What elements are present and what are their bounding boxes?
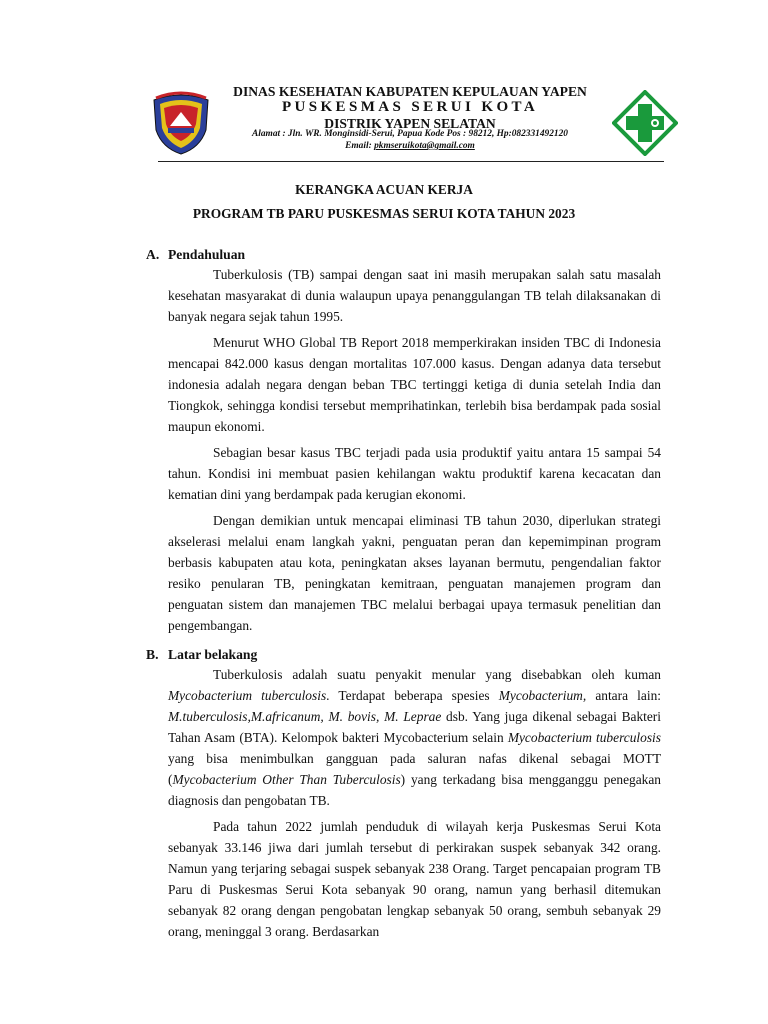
section-a-body — [168, 264, 661, 641]
section-a-letter: A. — [146, 247, 160, 262]
section-a-paragraph-2: Menurut WHO Global TB Report 2018 memperkirakan insiden TBC di Indonesia mencapai 842.000 kasus dengan mortalitas 107.000 kasus. Dengan adanya data tersebut indonesia adalah negara dengan beban TBC tertinggi ketiga di dunia setelah India dan Tiongkok, sehingga kondisi tersebut memprihatinkan, terlebih bisa berdampak pada sosial maupun ekonomi. — [168, 335, 661, 434]
text-run: yang bisa menimbulkan gangguan pada saluran nafas dikenal sebagai MOTT ( — [168, 751, 661, 787]
section-b-body — [168, 664, 661, 947]
text-run: antara lain: — [586, 688, 661, 703]
section-a-paragraph-1: Tuberkulosis (TB) sampai dengan saat ini masih merupakan salah satu masalah kesehatan masyarakat di dunia walaupun upaya penanggulangan TB telah dilaksanakan di banyak negara sejak tahun 1995. — [168, 267, 661, 324]
text-run: . Terdapat beberapa spesies — [326, 688, 499, 703]
section-a-heading — [146, 247, 245, 263]
section-a-paragraph-3: Sebagian besar kasus TBC terjadi pada usia produktif yaitu antara 15 sampai 54 tahun. Kondisi ini membuat pasien kehilangan waktu produktif karena kecacatan dan kematian dini yang berdampak pada kerugian ekonomi. — [168, 445, 661, 502]
species-name: Mycobacterium tuberculosis — [168, 688, 327, 703]
document-subtitle: PROGRAM TB PARU PUSKESMAS SERUI KOTA TAHUN 2023 — [192, 206, 576, 221]
letterhead-email-line — [200, 141, 620, 151]
text-run: dsb. Yang juga dikenal sebagai Bakteri Tahan Asam (BTA). Kelompok bakteri Mycobacterium selain — [168, 709, 661, 745]
document-title: KERANGKA ACUAN KERJA — [295, 182, 473, 197]
species-name: M.tuberculosis,M.africanum, M. bovis, M. Leprae — [168, 709, 442, 724]
section-b-heading — [146, 647, 257, 663]
section-b-letter: B. — [146, 647, 159, 662]
species-name: Mycobacterium Other Than Tuberculosis — [172, 772, 401, 787]
letterhead-puskesmas: PUSKESMAS SERUI KOTA — [281, 99, 539, 115]
letterhead-divider — [158, 161, 664, 162]
email-label: Email: — [345, 141, 375, 151]
species-name: Mycobacterium tuberculosis — [507, 730, 661, 745]
section-b-title: Latar belakang — [168, 647, 258, 662]
puskesmas-cross-logo — [612, 90, 678, 156]
email-link[interactable]: pkmseruikota@gmail.com — [374, 141, 475, 151]
section-b-paragraph-2: Pada tahun 2022 jumlah penduduk di wilayah kerja Puskesmas Serui Kota sebanyak 33.146 jiwa dari jumlah tersebut di perkirakan suspek sebanyak 342 orang. Namun yang terjaring sebagai suspek sebanyak 238 Orang. Target pencapaian program TB Paru di Puskesmas Serui Kota sebanyak 90 orang, namun yang berhasil ditemukan sebanyak 82 orang dengan pengobatan lengkap sebanyak 50 orang, sembuh sebanyak 29 orang, meninggal 3 orang. Berdasarkan — [168, 819, 661, 939]
letterhead-agency: DINAS KESEHATAN KABUPATEN KEPULAUAN YAPEN — [233, 84, 587, 99]
species-name: Mycobacterium, — [498, 688, 587, 703]
text-run: ) yang terkadang bisa mengganggu penegakan diagnosis dan pengobatan TB. — [168, 772, 661, 808]
section-a-title: Pendahuluan — [168, 247, 246, 262]
section-b-paragraph-1 — [168, 664, 661, 811]
letterhead-address: Alamat : Jln. WR. Monginsidi-Serui, Papua Kode Pos : 98212, Hp:082331492120 — [251, 129, 568, 139]
section-a-paragraph-4: Dengan demikian untuk mencapai eliminasi TB tahun 2030, diperlukan strategi akselerasi melalui enam langkah yakni, penguatan peran dan kepemimpinan program berbasis kabupaten atau kota, peningkatan akses layanan bermutu, pengendalian faktor resiko penularan TB, peningkatan kemitraan, penguatan manajemen program dan penguatan sistem dan manajemen TBC melalui berbagai upaya termasuk penelitian dan pengembangan. — [168, 513, 661, 633]
letterhead-district: DISTRIK YAPEN SELATAN — [324, 116, 496, 131]
text-run: Tuberkulosis adalah suatu penyakit menular yang disebabkan oleh kuman — [213, 667, 661, 682]
